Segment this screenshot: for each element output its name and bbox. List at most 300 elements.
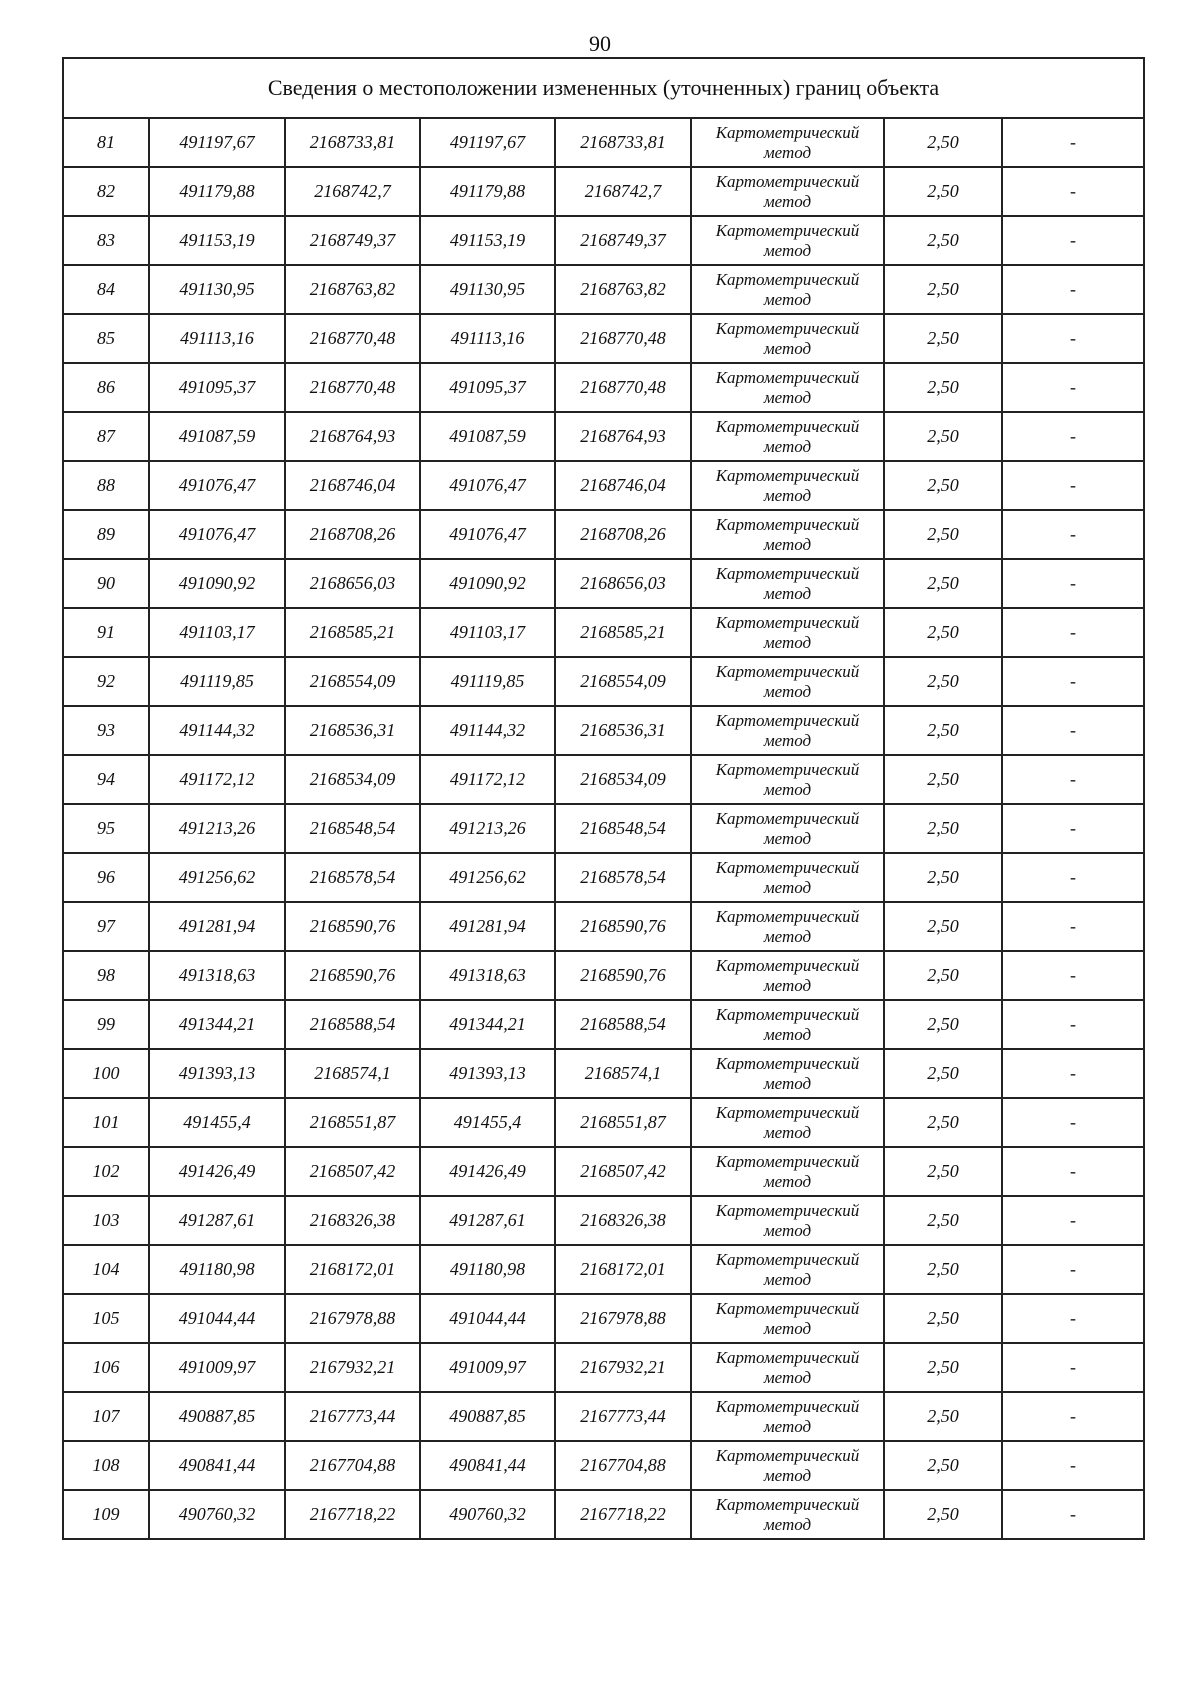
refined-y-cell: 2168656,03: [555, 559, 691, 608]
refined-y-cell: 2168574,1: [555, 1049, 691, 1098]
description-cell: -: [1002, 167, 1144, 216]
refined-x-cell: 491179,88: [420, 167, 555, 216]
method-line-2: метод: [763, 1122, 812, 1142]
refined-x-cell: 490887,85: [420, 1392, 555, 1441]
point-number-cell: 91: [63, 608, 149, 657]
existing-x-cell: 491318,63: [149, 951, 285, 1000]
description-cell: -: [1002, 559, 1144, 608]
refined-y-cell: 2167773,44: [555, 1392, 691, 1441]
refined-y-cell: 2168536,31: [555, 706, 691, 755]
existing-y-cell: 2168742,7: [285, 167, 420, 216]
existing-y-cell: 2168656,03: [285, 559, 420, 608]
refined-x-cell: 491076,47: [420, 461, 555, 510]
method-line-1: Картометрический: [715, 1396, 860, 1416]
description-cell: -: [1002, 412, 1144, 461]
accuracy-cell: 2,50: [884, 755, 1002, 804]
method-line-1: Картометрический: [715, 661, 860, 681]
method-cell: [691, 412, 884, 461]
method-line-2: метод: [763, 436, 812, 456]
method-line-2: метод: [763, 387, 812, 407]
refined-y-cell: 2168763,82: [555, 265, 691, 314]
method-line-2: метод: [763, 485, 812, 505]
existing-x-cell: 491213,26: [149, 804, 285, 853]
table-row: [63, 1147, 1144, 1196]
existing-x-cell: 491076,47: [149, 510, 285, 559]
method-line-2: метод: [763, 240, 812, 260]
description-cell: -: [1002, 951, 1144, 1000]
accuracy-cell: 2,50: [884, 608, 1002, 657]
existing-y-cell: 2168746,04: [285, 461, 420, 510]
table-row: [63, 1049, 1144, 1098]
method-line-1: Картометрический: [715, 710, 860, 730]
method-line-2: метод: [763, 142, 812, 162]
method-line-2: метод: [763, 632, 812, 652]
existing-y-cell: 2168554,09: [285, 657, 420, 706]
refined-x-cell: 491213,26: [420, 804, 555, 853]
method-cell: [691, 167, 884, 216]
point-number-cell: 81: [63, 118, 149, 167]
existing-y-cell: 2167773,44: [285, 1392, 420, 1441]
accuracy-cell: 2,50: [884, 363, 1002, 412]
existing-x-cell: 491281,94: [149, 902, 285, 951]
table-row: [63, 1441, 1144, 1490]
point-number-cell: 102: [63, 1147, 149, 1196]
point-number-cell: 106: [63, 1343, 149, 1392]
point-number-cell: 98: [63, 951, 149, 1000]
refined-y-cell: 2167978,88: [555, 1294, 691, 1343]
method-line-2: метод: [763, 534, 812, 554]
existing-y-cell: 2168763,82: [285, 265, 420, 314]
description-cell: -: [1002, 510, 1144, 559]
table-row: [63, 1392, 1144, 1441]
method-line-2: метод: [763, 926, 812, 946]
table-row: [63, 804, 1144, 853]
accuracy-cell: 2,50: [884, 265, 1002, 314]
method-line-1: Картометрический: [715, 808, 860, 828]
accuracy-cell: 2,50: [884, 167, 1002, 216]
accuracy-cell: 2,50: [884, 461, 1002, 510]
description-cell: -: [1002, 1049, 1144, 1098]
method-line-1: Картометрический: [715, 563, 860, 583]
table-row: [63, 1490, 1144, 1539]
refined-y-cell: 2168742,7: [555, 167, 691, 216]
method-cell: [691, 804, 884, 853]
refined-x-cell: 491180,98: [420, 1245, 555, 1294]
description-cell: -: [1002, 1098, 1144, 1147]
method-cell: [691, 755, 884, 804]
point-number-cell: 103: [63, 1196, 149, 1245]
refined-x-cell: 491087,59: [420, 412, 555, 461]
description-cell: -: [1002, 706, 1144, 755]
existing-x-cell: 491256,62: [149, 853, 285, 902]
refined-x-cell: 491281,94: [420, 902, 555, 951]
method-line-1: Картометрический: [715, 269, 860, 289]
description-cell: -: [1002, 265, 1144, 314]
method-cell: [691, 118, 884, 167]
existing-x-cell: 491180,98: [149, 1245, 285, 1294]
existing-x-cell: 491044,44: [149, 1294, 285, 1343]
method-line-1: Картометрический: [715, 1445, 860, 1465]
refined-x-cell: 491344,21: [420, 1000, 555, 1049]
existing-x-cell: 491144,32: [149, 706, 285, 755]
table-row: [63, 755, 1144, 804]
method-line-2: метод: [763, 1367, 812, 1387]
existing-x-cell: 491119,85: [149, 657, 285, 706]
refined-x-cell: 491455,4: [420, 1098, 555, 1147]
method-cell: [691, 608, 884, 657]
existing-x-cell: 491287,61: [149, 1196, 285, 1245]
refined-x-cell: 491090,92: [420, 559, 555, 608]
method-cell: [691, 1392, 884, 1441]
existing-x-cell: 491197,67: [149, 118, 285, 167]
refined-y-cell: 2168764,93: [555, 412, 691, 461]
accuracy-cell: 2,50: [884, 559, 1002, 608]
method-cell: [691, 314, 884, 363]
description-cell: -: [1002, 804, 1144, 853]
table-row: [63, 314, 1144, 363]
refined-x-cell: 491044,44: [420, 1294, 555, 1343]
description-cell: -: [1002, 1343, 1144, 1392]
point-number-cell: 85: [63, 314, 149, 363]
existing-x-cell: 491172,12: [149, 755, 285, 804]
table-row: [63, 902, 1144, 951]
existing-x-cell: 491153,19: [149, 216, 285, 265]
method-cell: [691, 853, 884, 902]
existing-y-cell: 2168733,81: [285, 118, 420, 167]
table-row: [63, 853, 1144, 902]
existing-y-cell: 2168770,48: [285, 314, 420, 363]
method-cell: [691, 1098, 884, 1147]
refined-y-cell: 2168770,48: [555, 363, 691, 412]
method-line-2: метод: [763, 779, 812, 799]
method-line-1: Картометрический: [715, 220, 860, 240]
point-number-cell: 87: [63, 412, 149, 461]
refined-x-cell: 491144,32: [420, 706, 555, 755]
method-line-2: метод: [763, 1220, 812, 1240]
method-line-2: метод: [763, 730, 812, 750]
description-cell: -: [1002, 755, 1144, 804]
accuracy-cell: 2,50: [884, 216, 1002, 265]
refined-x-cell: 491009,97: [420, 1343, 555, 1392]
existing-x-cell: 490887,85: [149, 1392, 285, 1441]
existing-y-cell: 2167932,21: [285, 1343, 420, 1392]
existing-y-cell: 2168548,54: [285, 804, 420, 853]
point-number-cell: 104: [63, 1245, 149, 1294]
table-row: [63, 1000, 1144, 1049]
point-number-cell: 96: [63, 853, 149, 902]
table-body: [63, 118, 1144, 1539]
point-number-cell: 95: [63, 804, 149, 853]
table-row: [63, 412, 1144, 461]
point-number-cell: 88: [63, 461, 149, 510]
method-cell: [691, 1196, 884, 1245]
existing-y-cell: 2168770,48: [285, 363, 420, 412]
existing-y-cell: 2168764,93: [285, 412, 420, 461]
existing-y-cell: 2168590,76: [285, 951, 420, 1000]
existing-y-cell: 2168507,42: [285, 1147, 420, 1196]
accuracy-cell: 2,50: [884, 1392, 1002, 1441]
table-row: [63, 951, 1144, 1000]
refined-x-cell: 491076,47: [420, 510, 555, 559]
refined-y-cell: 2168507,42: [555, 1147, 691, 1196]
accuracy-cell: 2,50: [884, 1049, 1002, 1098]
accuracy-cell: 2,50: [884, 118, 1002, 167]
existing-y-cell: 2168585,21: [285, 608, 420, 657]
refined-y-cell: 2167704,88: [555, 1441, 691, 1490]
accuracy-cell: 2,50: [884, 1343, 1002, 1392]
point-number-cell: 84: [63, 265, 149, 314]
method-cell: [691, 951, 884, 1000]
description-cell: -: [1002, 608, 1144, 657]
accuracy-cell: 2,50: [884, 1294, 1002, 1343]
method-line-2: метод: [763, 681, 812, 701]
existing-x-cell: 491076,47: [149, 461, 285, 510]
table-row: [63, 706, 1144, 755]
coordinates-table: [62, 57, 1145, 1540]
description-cell: -: [1002, 1147, 1144, 1196]
method-line-1: Картометрический: [715, 465, 860, 485]
refined-x-cell: 491095,37: [420, 363, 555, 412]
method-line-1: Картометрический: [715, 1347, 860, 1367]
method-line-2: метод: [763, 1024, 812, 1044]
method-line-2: метод: [763, 1416, 812, 1436]
method-line-2: метод: [763, 289, 812, 309]
accuracy-cell: 2,50: [884, 706, 1002, 755]
method-line-1: Картометрический: [715, 1200, 860, 1220]
table-row: [63, 1245, 1144, 1294]
point-number-cell: 107: [63, 1392, 149, 1441]
existing-x-cell: 491393,13: [149, 1049, 285, 1098]
point-number-cell: 86: [63, 363, 149, 412]
refined-y-cell: 2168746,04: [555, 461, 691, 510]
existing-x-cell: 490841,44: [149, 1441, 285, 1490]
method-line-1: Картометрический: [715, 514, 860, 534]
method-cell: [691, 510, 884, 559]
refined-x-cell: 491256,62: [420, 853, 555, 902]
method-cell: [691, 461, 884, 510]
method-cell: [691, 559, 884, 608]
point-number-cell: 97: [63, 902, 149, 951]
description-cell: -: [1002, 1000, 1144, 1049]
method-cell: [691, 1490, 884, 1539]
refined-x-cell: 491318,63: [420, 951, 555, 1000]
point-number-cell: 100: [63, 1049, 149, 1098]
method-cell: [691, 265, 884, 314]
accuracy-cell: 2,50: [884, 510, 1002, 559]
refined-y-cell: 2168534,09: [555, 755, 691, 804]
refined-x-cell: 491130,95: [420, 265, 555, 314]
refined-x-cell: 491153,19: [420, 216, 555, 265]
method-line-2: метод: [763, 1171, 812, 1191]
refined-y-cell: 2168590,76: [555, 951, 691, 1000]
method-line-2: метод: [763, 1318, 812, 1338]
method-line-2: метод: [763, 1073, 812, 1093]
refined-y-cell: 2168770,48: [555, 314, 691, 363]
refined-y-cell: 2168708,26: [555, 510, 691, 559]
table-row: [63, 363, 1144, 412]
point-number-cell: 109: [63, 1490, 149, 1539]
point-number-cell: 99: [63, 1000, 149, 1049]
accuracy-cell: 2,50: [884, 853, 1002, 902]
existing-y-cell: 2168326,38: [285, 1196, 420, 1245]
accuracy-cell: 2,50: [884, 657, 1002, 706]
method-line-1: Картометрический: [715, 171, 860, 191]
method-line-1: Картометрический: [715, 1494, 860, 1514]
existing-x-cell: 491009,97: [149, 1343, 285, 1392]
method-line-1: Картометрический: [715, 1004, 860, 1024]
refined-x-cell: 491172,12: [420, 755, 555, 804]
method-cell: [691, 706, 884, 755]
refined-y-cell: 2168551,87: [555, 1098, 691, 1147]
refined-y-cell: 2168326,38: [555, 1196, 691, 1245]
accuracy-cell: 2,50: [884, 1000, 1002, 1049]
description-cell: -: [1002, 902, 1144, 951]
accuracy-cell: 2,50: [884, 412, 1002, 461]
refined-y-cell: 2168733,81: [555, 118, 691, 167]
method-line-1: Картометрический: [715, 416, 860, 436]
refined-y-cell: 2168554,09: [555, 657, 691, 706]
method-line-2: метод: [763, 877, 812, 897]
existing-y-cell: 2168536,31: [285, 706, 420, 755]
accuracy-cell: 2,50: [884, 314, 1002, 363]
method-line-2: метод: [763, 583, 812, 603]
method-cell: [691, 1000, 884, 1049]
description-cell: -: [1002, 118, 1144, 167]
existing-y-cell: 2168578,54: [285, 853, 420, 902]
description-cell: -: [1002, 1392, 1144, 1441]
existing-y-cell: 2167718,22: [285, 1490, 420, 1539]
method-cell: [691, 657, 884, 706]
table-row: [63, 1098, 1144, 1147]
table-row: [63, 1343, 1144, 1392]
description-cell: -: [1002, 1490, 1144, 1539]
table-row: [63, 265, 1144, 314]
description-cell: -: [1002, 314, 1144, 363]
accuracy-cell: 2,50: [884, 1147, 1002, 1196]
method-line-2: метод: [763, 1514, 812, 1534]
existing-x-cell: 491087,59: [149, 412, 285, 461]
accuracy-cell: 2,50: [884, 1098, 1002, 1147]
table-row: [63, 1196, 1144, 1245]
existing-x-cell: 491113,16: [149, 314, 285, 363]
refined-x-cell: 491113,16: [420, 314, 555, 363]
method-cell: [691, 902, 884, 951]
existing-y-cell: 2168172,01: [285, 1245, 420, 1294]
point-number-cell: 83: [63, 216, 149, 265]
method-line-1: Картометрический: [715, 1298, 860, 1318]
method-line-1: Картометрический: [715, 1053, 860, 1073]
description-cell: -: [1002, 1441, 1144, 1490]
description-cell: -: [1002, 1294, 1144, 1343]
existing-x-cell: 490760,32: [149, 1490, 285, 1539]
method-cell: [691, 1049, 884, 1098]
refined-y-cell: 2167718,22: [555, 1490, 691, 1539]
method-line-2: метод: [763, 828, 812, 848]
existing-y-cell: 2168551,87: [285, 1098, 420, 1147]
table-title: Сведения о местоположении измененных (уточненных) границ объекта: [63, 58, 1144, 118]
refined-x-cell: 491103,17: [420, 608, 555, 657]
refined-x-cell: 490760,32: [420, 1490, 555, 1539]
method-line-2: метод: [763, 191, 812, 211]
existing-x-cell: 491455,4: [149, 1098, 285, 1147]
method-line-1: Картометрический: [715, 759, 860, 779]
refined-x-cell: 491393,13: [420, 1049, 555, 1098]
method-cell: [691, 1343, 884, 1392]
description-cell: -: [1002, 1245, 1144, 1294]
description-cell: -: [1002, 1196, 1144, 1245]
method-line-1: Картометрический: [715, 612, 860, 632]
table-row: [63, 118, 1144, 167]
existing-x-cell: 491090,92: [149, 559, 285, 608]
point-number-cell: 108: [63, 1441, 149, 1490]
method-cell: [691, 1147, 884, 1196]
refined-y-cell: 2167932,21: [555, 1343, 691, 1392]
table-row: [63, 510, 1144, 559]
existing-y-cell: 2168534,09: [285, 755, 420, 804]
table-row: [63, 559, 1144, 608]
method-line-1: Картометрический: [715, 955, 860, 975]
existing-y-cell: 2168590,76: [285, 902, 420, 951]
method-line-2: метод: [763, 975, 812, 995]
existing-x-cell: 491344,21: [149, 1000, 285, 1049]
point-number-cell: 101: [63, 1098, 149, 1147]
description-cell: -: [1002, 657, 1144, 706]
method-cell: [691, 1441, 884, 1490]
table-row: [63, 1294, 1144, 1343]
accuracy-cell: 2,50: [884, 951, 1002, 1000]
existing-y-cell: 2168708,26: [285, 510, 420, 559]
existing-x-cell: 491426,49: [149, 1147, 285, 1196]
existing-x-cell: 491179,88: [149, 167, 285, 216]
description-cell: -: [1002, 216, 1144, 265]
method-line-1: Картометрический: [715, 906, 860, 926]
method-line-1: Картометрический: [715, 318, 860, 338]
accuracy-cell: 2,50: [884, 1196, 1002, 1245]
accuracy-cell: 2,50: [884, 1441, 1002, 1490]
method-line-2: метод: [763, 1269, 812, 1289]
point-number-cell: 94: [63, 755, 149, 804]
existing-x-cell: 491130,95: [149, 265, 285, 314]
point-number-cell: 93: [63, 706, 149, 755]
refined-x-cell: 490841,44: [420, 1441, 555, 1490]
refined-x-cell: 491197,67: [420, 118, 555, 167]
refined-y-cell: 2168588,54: [555, 1000, 691, 1049]
point-number-cell: 92: [63, 657, 149, 706]
existing-y-cell: 2168749,37: [285, 216, 420, 265]
existing-x-cell: 491095,37: [149, 363, 285, 412]
accuracy-cell: 2,50: [884, 1490, 1002, 1539]
refined-x-cell: 491119,85: [420, 657, 555, 706]
existing-y-cell: 2167704,88: [285, 1441, 420, 1490]
description-cell: -: [1002, 363, 1144, 412]
method-line-1: Картометрический: [715, 857, 860, 877]
refined-y-cell: 2168585,21: [555, 608, 691, 657]
description-cell: -: [1002, 461, 1144, 510]
refined-y-cell: 2168548,54: [555, 804, 691, 853]
existing-y-cell: 2168588,54: [285, 1000, 420, 1049]
method-line-2: метод: [763, 1465, 812, 1485]
table-row: [63, 216, 1144, 265]
refined-x-cell: 491287,61: [420, 1196, 555, 1245]
method-line-1: Картометрический: [715, 367, 860, 387]
accuracy-cell: 2,50: [884, 804, 1002, 853]
method-line-1: Картометрический: [715, 1151, 860, 1171]
refined-y-cell: 2168590,76: [555, 902, 691, 951]
refined-y-cell: 2168749,37: [555, 216, 691, 265]
method-line-1: Картометрический: [715, 1249, 860, 1269]
method-cell: [691, 216, 884, 265]
existing-x-cell: 491103,17: [149, 608, 285, 657]
